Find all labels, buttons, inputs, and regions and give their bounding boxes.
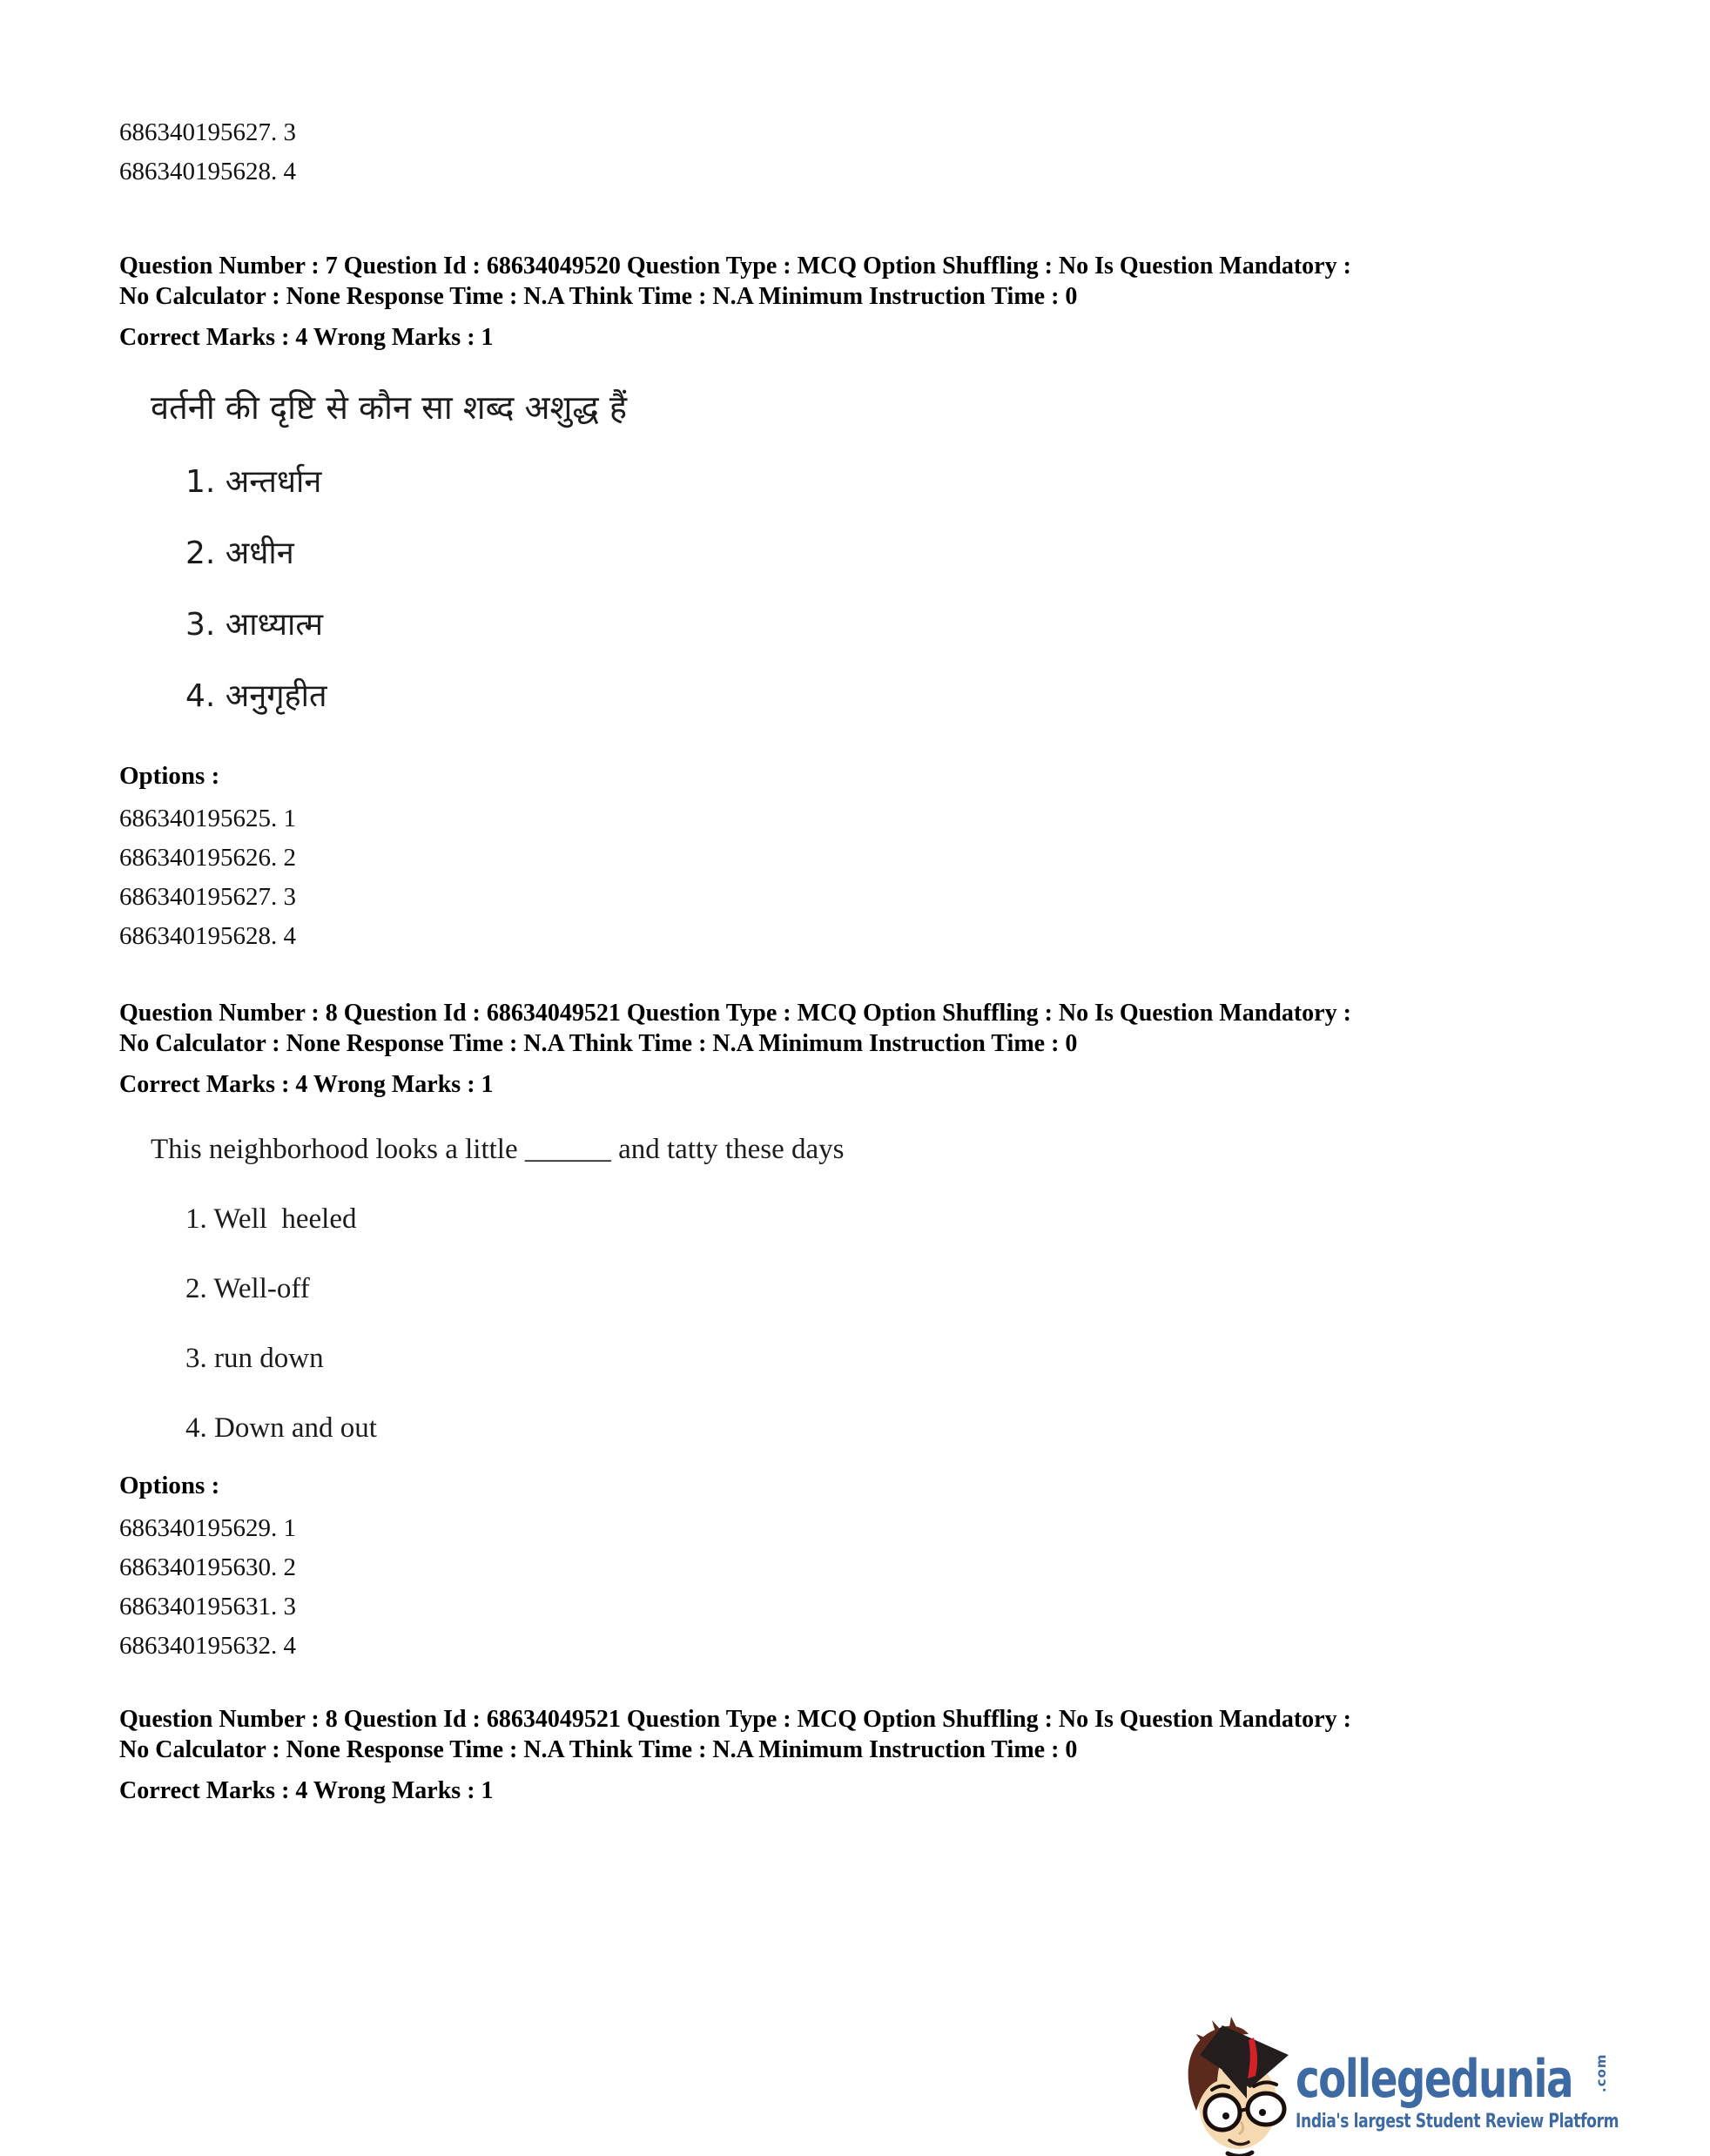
option-id-line: 686340195627. 3 [119, 118, 296, 146]
logo-text [1296, 1999, 1710, 2135]
options-label: Options : [119, 762, 220, 790]
previous-question-option-ids [119, 113, 1546, 192]
choice-1: 1. Well heeled [185, 1203, 357, 1235]
metadata-line: No Calculator : None Response Time : N.A Think Time : N.A Minimum Instruction Time : 0 [119, 283, 1078, 310]
metadata-line: Question Number : 7 Question Id : 68634049520 Question Type : MCQ Option Shuffling : No Is Question Mandatory : [119, 253, 1351, 280]
metadata-line: Question Number : 8 Question Id : 68634049521 Question Type : MCQ Option Shuffling : No Is Question Mandatory : [119, 1706, 1351, 1733]
metadata-line: No Calculator : None Response Time : N.A Think Time : N.A Minimum Instruction Time : 0 [119, 1736, 1078, 1763]
question-8-metadata-repeat [119, 1704, 1546, 1806]
choice-2: 2. Well-off [185, 1273, 310, 1304]
mascot-pupil-left [1222, 2112, 1229, 2119]
option-id-line: 686340195625. 1 [119, 805, 296, 832]
mascot-glasses-left [1205, 2095, 1240, 2130]
question-7-text: वर्तनी की दृष्टि से कौन सा शब्द अशुद्ध हैं [151, 388, 628, 427]
question-8-metadata [119, 998, 1546, 1059]
brand-suffix: .com [1592, 2053, 1609, 2092]
question-8-marks: Correct Marks : 4 Wrong Marks : 1 [119, 1777, 494, 1804]
mascot-icon [1177, 1999, 1308, 2156]
option-id-line: 686340195628. 4 [119, 158, 296, 185]
question-8-marks: Correct Marks : 4 Wrong Marks : 1 [119, 1071, 494, 1098]
option-id-line: 686340195626. 2 [119, 844, 296, 872]
choice-3: 3. run down [185, 1343, 324, 1374]
choice-4: 4. अनुगृहीत [185, 678, 327, 714]
choice-2: 2. अधीन [185, 536, 294, 571]
question-7-choices [151, 461, 1546, 718]
question-7-marks: Correct Marks : 4 Wrong Marks : 1 [119, 324, 494, 351]
choice-3: 3. आध्यात्म [185, 607, 323, 643]
logo-tagline: India's largest Student Review Platform [1296, 2111, 1619, 2132]
brand-name: collegedunia [1296, 2049, 1573, 2110]
choice-1: 1. अन्तर्धान [185, 464, 322, 500]
option-id-line: 686340195632. 4 [119, 1632, 296, 1660]
option-id-line: 686340195631. 3 [119, 1593, 296, 1620]
option-id-line: 686340195628. 4 [119, 922, 296, 950]
question-8-block [119, 998, 1546, 1666]
question-8-metadata [119, 1704, 1546, 1765]
option-id-line: 686340195627. 3 [119, 883, 296, 911]
mascot-collar [1228, 2153, 1252, 2156]
question-8-choices [151, 1199, 1546, 1448]
mascot-pupil-right [1259, 2109, 1266, 2116]
question-7-image [151, 386, 1546, 718]
question-7-metadata [119, 251, 1546, 312]
mascot-glasses-bridge [1240, 2109, 1248, 2111]
question-8-image [151, 1130, 1546, 1448]
options-label: Options : [119, 1472, 220, 1499]
metadata-line: Question Number : 8 Question Id : 68634049521 Question Type : MCQ Option Shuffling : No Is Question Mandatory : [119, 1000, 1351, 1027]
question-8-option-ids [119, 1509, 1546, 1666]
mascot-glasses-right [1248, 2093, 1284, 2125]
brand-row [1296, 2049, 1710, 2110]
question-7-block [119, 251, 1546, 956]
question-7-option-ids [119, 799, 1546, 956]
option-id-line: 686340195629. 1 [119, 1514, 296, 1542]
option-id-line: 686340195630. 2 [119, 1553, 296, 1581]
question-8-text: This neighborhood looks a little ______ and tatty these days [151, 1134, 845, 1165]
collegedunia-logo [1177, 1999, 1619, 2156]
choice-4: 4. Down and out [185, 1412, 377, 1444]
metadata-line: No Calculator : None Response Time : N.A Think Time : N.A Minimum Instruction Time : 0 [119, 1030, 1078, 1057]
